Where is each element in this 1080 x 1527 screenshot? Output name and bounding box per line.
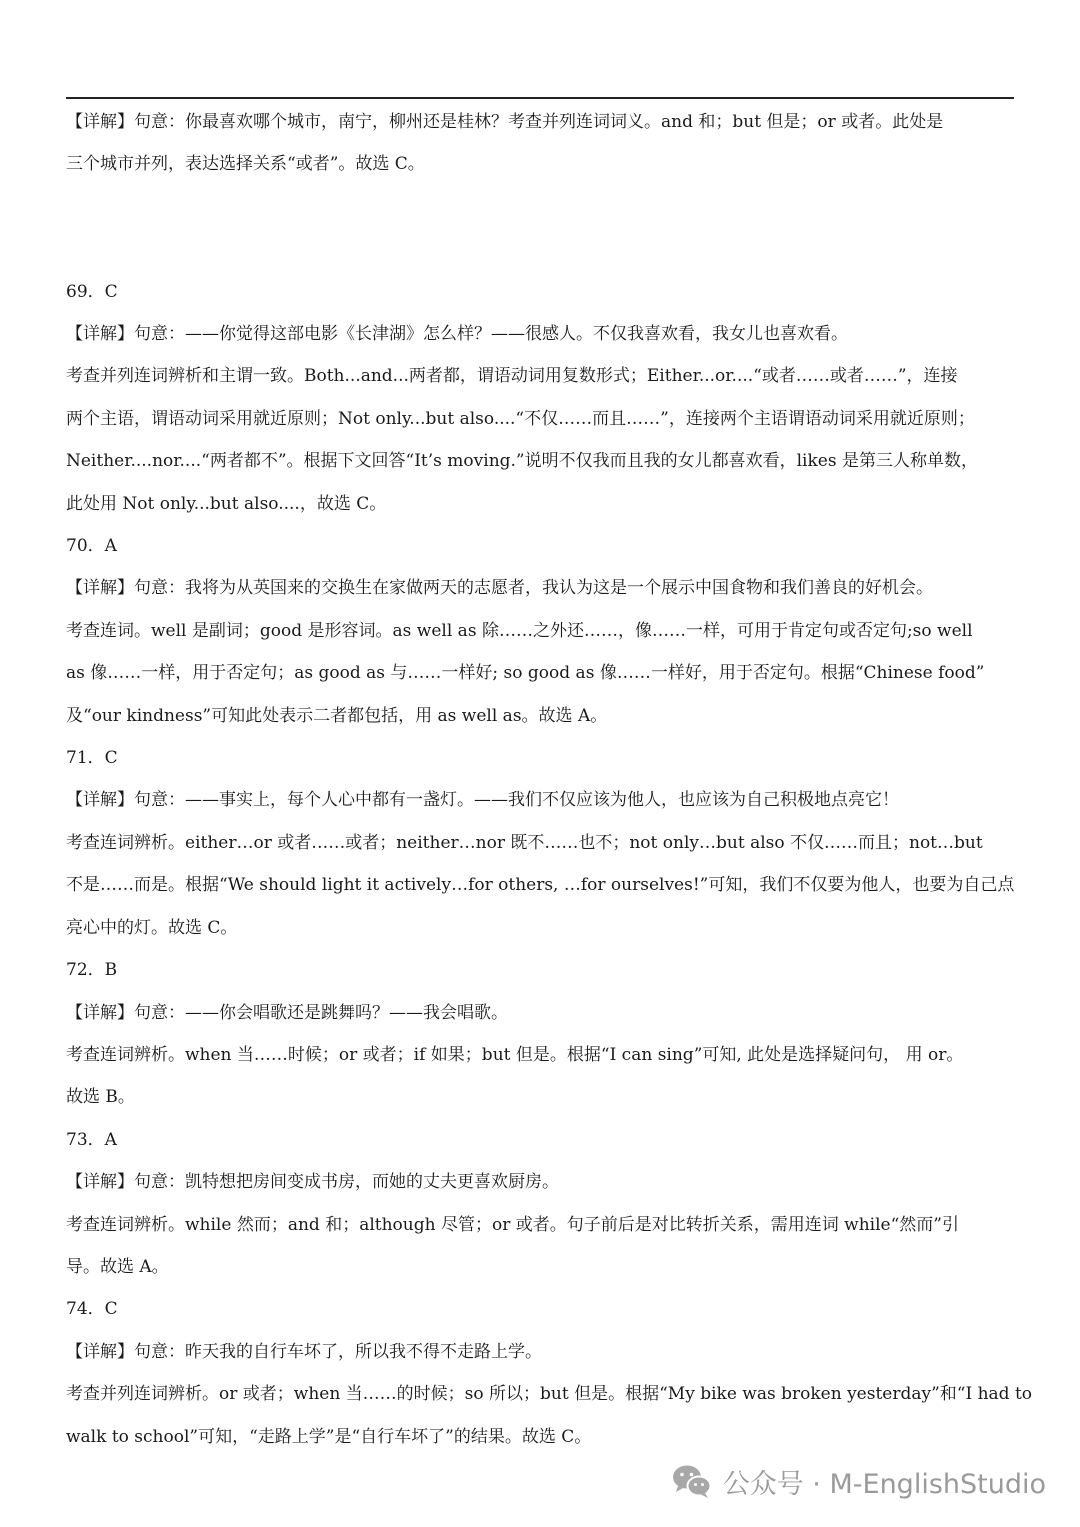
text-line: walk to school”可知，“走路上学”是“自行车坏了”的结果。故选 C。 [66, 1426, 592, 1447]
text-line: as 像……一样，用于否定句；as good as 与……一样好; so good as 像……一样好，用于否定句。根据“Chinese food” [66, 663, 985, 684]
question-number-72: 72．B [66, 960, 118, 981]
text-line: 【详解】句意：——你觉得这部电影《长津湖》怎么样？——很感人。不仅我喜欢看，我女儿也喜欢看。 [66, 324, 848, 344]
text-line: 考查连词辨析。either…or 或者……或者；neither…nor 既不……也不；not only…but also 不仅……而且；not…but [66, 832, 983, 853]
text-line: 【详解】句意：凯特想把房间变成书房，而她的丈夫更喜欢厨房。 [66, 1172, 559, 1193]
text-line: 考查连词。well 是副词；good 是形容词。as well as 除……之外还……，像……一样，可用于肯定句或否定句;so well [66, 620, 973, 641]
text-line: 【详解】句意：——你会唱歌还是跳舞吗？——我会唱歌。 [66, 1002, 508, 1023]
text-line: 考查并列连词辨析和主谓一致。Both...and...两者都，谓语动词用复数形式；Either...or....“或者……或者……”，连接 [66, 366, 958, 387]
text-line: Neither....nor....“两者都不”。根据下文回答“It’s moving.”说明不仅我而且我的女儿都喜欢看，likes 是第三人称单数， [66, 451, 978, 472]
question-number-74: 74．C [66, 1299, 118, 1320]
text-line: 考查并列连词辨析。or 或者；when 当……的时候；so 所以；but 但是。根据“My bike was broken yesterday”和“I had to [66, 1384, 1033, 1405]
text-line: 导。故选 A。 [66, 1256, 169, 1277]
wechat-icon [671, 1463, 713, 1499]
text-line: 【详解】句意：我将为从英国来的交换生在家做两天的志愿者，我认为这是一个展示中国食物和我们善良的好机会。 [66, 578, 933, 599]
question-number-73: 73．A [66, 1129, 117, 1150]
question-number-69: 69．C [66, 281, 118, 302]
question-number-71: 71．C [66, 748, 118, 769]
text-line: 及“our kindness”可知此处表示二者都包括，用 as well as。故选 A。 [66, 705, 608, 726]
watermark-text: 公众号 · M-EnglishStudio [722, 1468, 1046, 1500]
blank-line [66, 186, 1016, 228]
text-line: 此处用 Not only...but also....，故选 C。 [66, 493, 387, 514]
top-rule [66, 97, 1014, 99]
text-line: 亮心中的灯。故选 C。 [66, 917, 238, 938]
text-line: 两个主语，谓语动词采用就近原则；Not only...but also....“不仅……而且……”，连接两个主语谓语动词采用就近原则； [66, 408, 975, 429]
text-line: 考查连词辨析。while 然而；and 和；although 尽管；or 或者。句子前后是对比转折关系，需用连词 while“然而”引 [66, 1214, 959, 1235]
text-line: 【详解】句意：你最喜欢哪个城市，南宁，柳州还是桂林？考查并列连词词义。and 和；but 但是；or 或者。此处是 [66, 112, 944, 132]
blank-line [66, 228, 1016, 270]
text-line: 不是……而是。根据“We should light it actively…for others, …for ourselves!”可知，我们不仅要为他人，也要为自己点 [66, 875, 1015, 896]
answer-explanations [66, 101, 1033, 1458]
text-line: 三个城市并列，表达选择关系“或者”。故选 C。 [66, 154, 425, 175]
question-number-70: 70．A [66, 536, 117, 557]
watermark [671, 1458, 1046, 1504]
text-line: 故选 B。 [66, 1087, 135, 1108]
text-line: 【详解】句意：——事实上，每个人心中都有一盏灯。——我们不仅应该为他人，也应该为自己积极地点亮它！ [66, 790, 899, 811]
text-line: 考查连词辨析。when 当……时候；or 或者；if 如果；but 但是。根据“I can sing”可知, 此处是选择疑问句， 用 or。 [66, 1044, 964, 1065]
text-line: 【详解】句意：昨天我的自行车坏了，所以我不得不走路上学。 [66, 1341, 542, 1362]
